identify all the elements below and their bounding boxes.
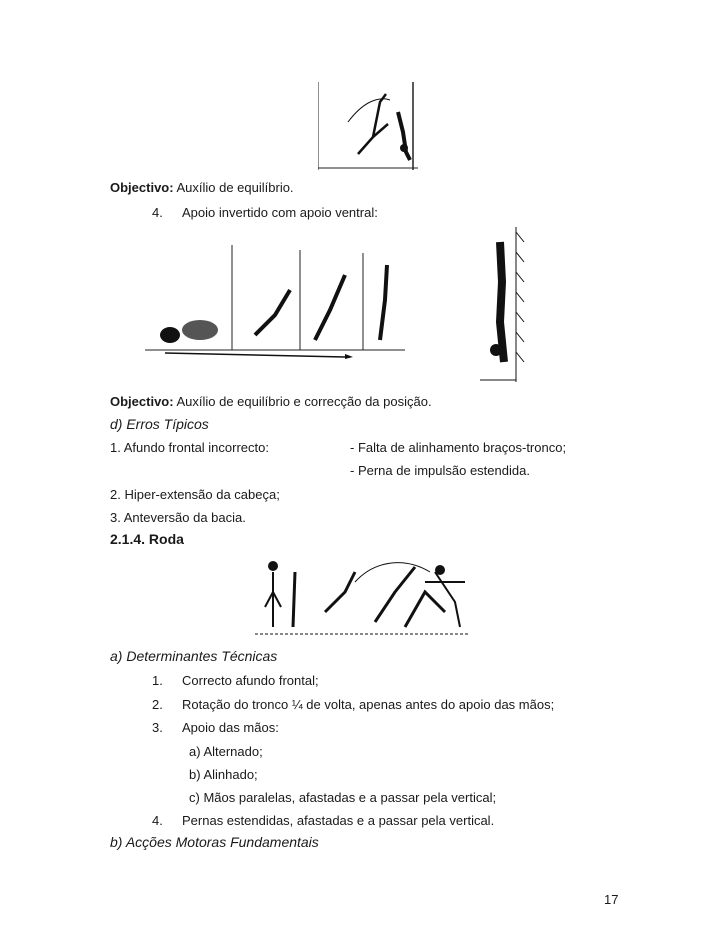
list-number: 3. xyxy=(152,720,163,735)
sub-list-item: a) Alternado; xyxy=(189,744,263,759)
objective-label: Objectivo: xyxy=(110,394,174,409)
list-number: 4. xyxy=(152,205,163,220)
objective-line-2 xyxy=(110,394,432,409)
section-heading: 2.1.4. Roda xyxy=(110,531,184,547)
error-detail: - Falta de alinhamento braços-tronco; xyxy=(350,440,567,455)
ventral-support-sequence-illustration xyxy=(145,245,405,360)
error-item: 1. Afundo frontal incorrecto: xyxy=(110,440,269,455)
error-item: 3. Anteversão da bacia. xyxy=(110,510,246,525)
objective-text: Auxílio de equilíbrio. xyxy=(173,180,294,195)
sub-list-item: b) Alinhado; xyxy=(189,767,258,782)
objective-line-1 xyxy=(110,180,294,195)
list-item-text: Pernas estendidas, afastadas e a passar pela vertical. xyxy=(182,813,495,828)
errors-heading: d) Erros Típicos xyxy=(110,416,209,432)
determinants-heading: a) Determinantes Técnicas xyxy=(110,648,278,664)
objective-text: Auxílio de equilíbrio e correcção da posição. xyxy=(173,394,432,409)
list-item-text: Apoio invertido com apoio ventral: xyxy=(182,205,378,220)
list-item-text: Apoio das mãos: xyxy=(182,720,279,735)
error-item: 2. Hiper-extensão da cabeça; xyxy=(110,487,280,502)
page-number: 17 xyxy=(604,892,619,907)
list-number: 1. xyxy=(152,673,163,688)
list-number: 4. xyxy=(152,813,163,828)
objective-label: Objectivo: xyxy=(110,180,174,195)
list-number: 2. xyxy=(152,697,163,712)
list-item-text: Rotação do tronco ¼ de volta, apenas antes do apoio das mãos; xyxy=(182,697,555,712)
motor-actions-heading: b) Acções Motoras Fundamentais xyxy=(110,834,319,850)
list-item-text: Correcto afundo frontal; xyxy=(182,673,319,688)
error-detail: - Perna de impulsão estendida. xyxy=(350,463,530,478)
sub-list-item: c) Mãos paralelas, afastadas e a passar pela vertical; xyxy=(189,790,497,805)
cartwheel-sequence-illustration xyxy=(255,552,475,640)
wall-handstand-illustration xyxy=(470,222,530,382)
handstand-illustration-top xyxy=(318,82,418,170)
